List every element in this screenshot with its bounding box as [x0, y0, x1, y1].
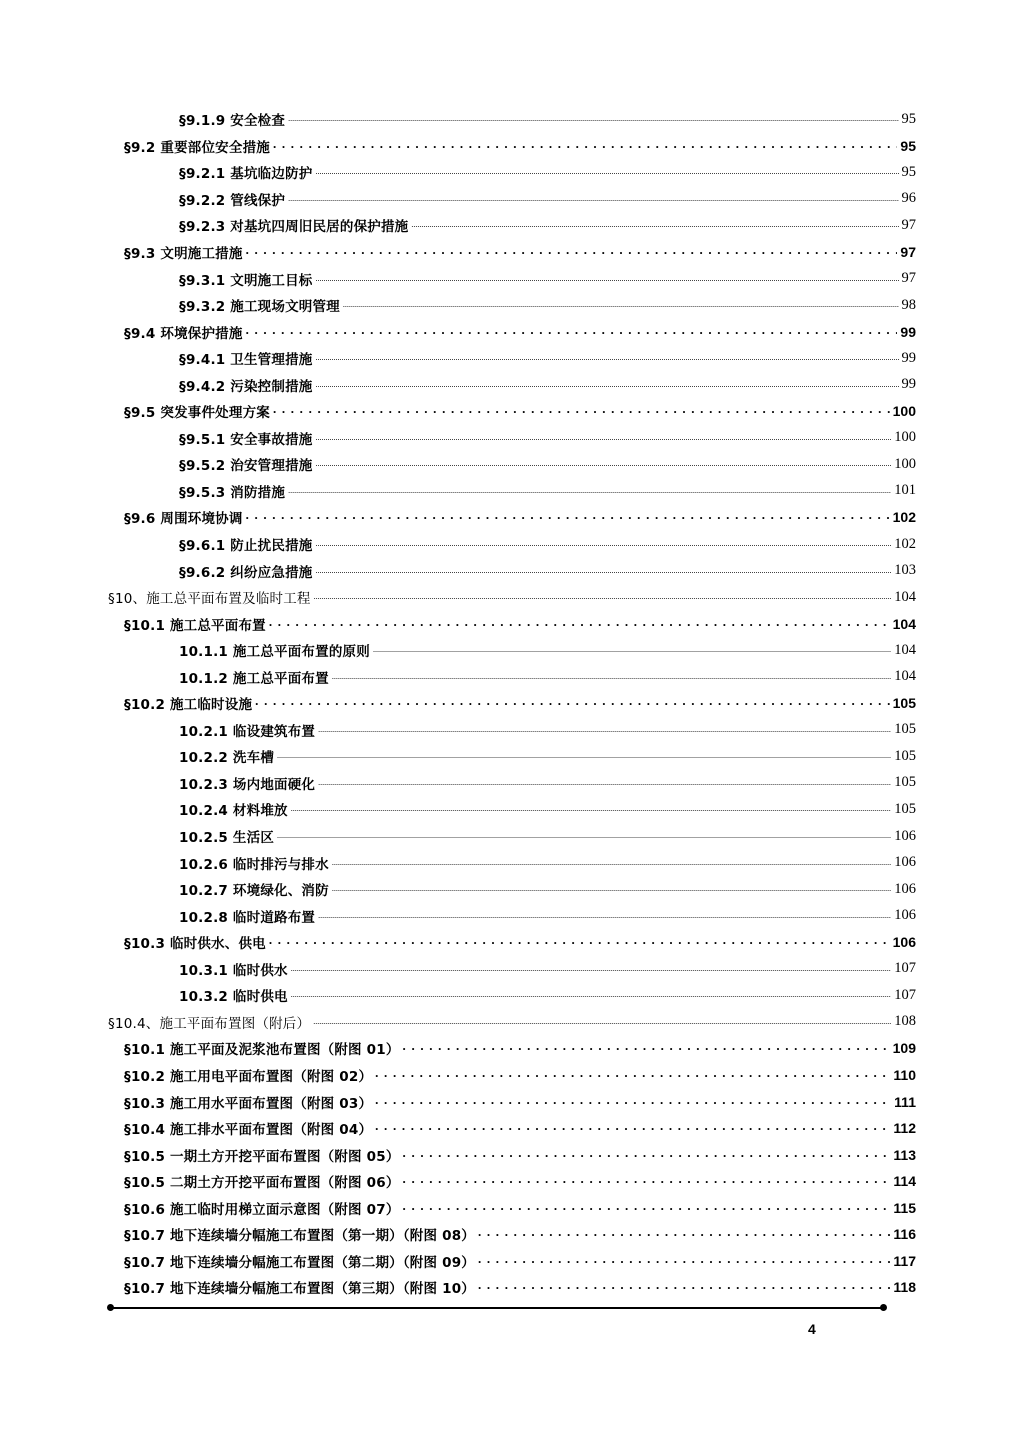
toc-entry[interactable]	[0, 929, 1012, 956]
toc-entry-page: 102	[894, 535, 916, 552]
toc-entry-title: §9.1.9 安全检查	[179, 113, 286, 130]
toc-entry-title: §10.5 一期土方开挖平面布置图（附图 05）	[124, 1148, 400, 1165]
toc-entry-page: 95	[901, 110, 916, 127]
toc-entry-title: §9.2 重要部位安全措施	[124, 139, 270, 156]
toc-entry-page: 105	[894, 774, 916, 791]
toc-entry-title: §10.7 地下连续墙分幅施工布置图（第一期）（附图 08）	[124, 1228, 475, 1245]
toc-entry[interactable]	[0, 637, 1012, 664]
toc-entry[interactable]	[0, 159, 1012, 186]
toc-entry-page: 106	[894, 907, 916, 924]
toc-entry-page: 99	[900, 323, 916, 340]
toc-entry-title: §9.3 文明施工措施	[124, 246, 243, 262]
toc-entry-page: 107	[894, 960, 916, 977]
toc-entry[interactable]	[0, 1168, 1012, 1195]
table-of-contents	[0, 106, 1012, 1301]
toc-entry-title: §10.3 施工用水平面布置图（附图 03）	[124, 1095, 373, 1112]
toc-dot-leader	[316, 431, 892, 445]
toc-entry-page: 96	[901, 190, 916, 207]
toc-entry-title: §10.2 施工用电平面布置图（附图 02）	[124, 1068, 373, 1085]
toc-dot-leader	[332, 670, 891, 684]
toc-dot-leader	[288, 484, 891, 498]
toc-entry-title: §10.5 二期土方开挖平面布置图（附图 06）	[124, 1175, 400, 1192]
toc-entry[interactable]	[0, 1035, 1012, 1062]
toc-entry[interactable]	[0, 504, 1012, 531]
toc-dot-leader	[246, 325, 898, 339]
toc-entry-title: 10.2.3 场内地面硬化	[179, 776, 316, 793]
toc-entry-page: 105	[892, 695, 916, 712]
toc-entry-page: 105	[894, 721, 916, 738]
toc-dot-leader	[343, 298, 899, 312]
toc-entry-page: 110	[893, 1066, 916, 1083]
toc-entry-page: 97	[900, 244, 916, 260]
toc-dot-leader	[318, 909, 891, 923]
toc-entry[interactable]	[0, 876, 1012, 903]
toc-dot-leader	[403, 1174, 891, 1188]
toc-entry-title: 10.2.5 生活区	[179, 830, 275, 847]
toc-dot-leader	[375, 1121, 890, 1135]
toc-entry-title: §9.5.1 安全事故措施	[179, 431, 313, 448]
toc-entry-title: §10.6 施工临时用梯立面示意图（附图 07）	[124, 1201, 400, 1218]
page-number: 4	[808, 1321, 816, 1337]
toc-dot-leader	[316, 165, 899, 179]
footer-rule-right-dot	[880, 1304, 887, 1311]
toc-entry[interactable]	[0, 1115, 1012, 1142]
toc-dot-leader	[403, 1148, 891, 1162]
toc-dot-leader	[246, 510, 890, 524]
toc-entry[interactable]	[0, 1009, 1012, 1036]
toc-dot-leader	[246, 245, 898, 259]
toc-entry-page: 95	[900, 137, 916, 154]
toc-dot-leader	[411, 218, 898, 232]
toc-entry-page: 106	[892, 934, 916, 951]
toc-entry-title: 10.2.1 临设建筑布置	[179, 723, 316, 740]
toc-dot-leader	[478, 1254, 890, 1268]
toc-entry[interactable]	[0, 743, 1012, 770]
toc-dot-leader	[403, 1201, 891, 1215]
toc-entry[interactable]	[0, 478, 1012, 505]
toc-entry-page: 104	[892, 615, 916, 632]
toc-entry[interactable]	[0, 318, 1012, 345]
toc-entry-page: 100	[894, 455, 916, 472]
toc-dot-leader	[375, 1095, 891, 1109]
toc-entry-page: 100	[892, 403, 916, 420]
toc-entry[interactable]	[0, 1141, 1012, 1168]
toc-entry-title: §10.4、施工平面布置图（附后）	[108, 1015, 311, 1032]
toc-dot-leader	[316, 272, 899, 286]
toc-dot-leader	[269, 617, 890, 631]
toc-entry[interactable]	[0, 186, 1012, 213]
toc-entry-page: 111	[894, 1093, 916, 1110]
toc-entry-page: 106	[894, 854, 916, 871]
toc-dot-leader	[291, 802, 892, 816]
toc-entry-page: 106	[894, 880, 916, 897]
toc-entry-title: §9.6.1 防止扰民措施	[179, 538, 313, 555]
toc-entry-title: §9.3.1 文明施工目标	[179, 272, 313, 289]
toc-entry[interactable]	[0, 557, 1012, 584]
toc-dot-leader	[316, 351, 899, 365]
toc-entry-title: §10.7 地下连续墙分幅施工布置图（第二期）（附图 09）	[124, 1254, 475, 1271]
toc-entry-title: §10.1 施工总平面布置	[124, 617, 266, 634]
toc-entry[interactable]	[0, 451, 1012, 478]
toc-entry-title: §9.4.2 污染控制措施	[179, 378, 313, 395]
toc-entry-page: 99	[901, 349, 916, 366]
toc-entry[interactable]	[0, 292, 1012, 319]
toc-entry-title: §9.4.1 卫生管理措施	[179, 352, 313, 369]
toc-dot-leader	[288, 112, 898, 126]
toc-entry[interactable]	[0, 345, 1012, 372]
toc-entry-title: §9.6 周围环境协调	[124, 511, 243, 528]
toc-entry[interactable]	[0, 531, 1012, 558]
toc-entry[interactable]	[0, 1088, 1012, 1115]
toc-entry-page: 118	[893, 1279, 916, 1296]
toc-entry-title: 10.2.7 环境绿化、消防	[179, 883, 329, 900]
toc-entry-page: 112	[893, 1120, 916, 1137]
toc-entry[interactable]	[0, 1274, 1012, 1301]
toc-entry-title: 10.2.4 材料堆放	[179, 803, 288, 820]
toc-entry-page: 97	[901, 216, 916, 233]
toc-entry[interactable]	[0, 690, 1012, 717]
toc-dot-leader	[478, 1227, 890, 1241]
toc-entry-page: 95	[901, 163, 916, 180]
toc-entry-page: 100	[894, 429, 916, 446]
toc-entry-title: §9.2.3 对基坑四周旧民居的保护措施	[179, 219, 409, 236]
toc-entry-title: §10.7 地下连续墙分幅施工布置图（第三期）（附图 10）	[124, 1281, 475, 1298]
toc-dot-leader	[318, 723, 891, 737]
toc-dot-leader	[313, 1015, 891, 1029]
toc-entry-title: §10.3 临时供水、供电	[124, 936, 266, 953]
toc-dot-leader	[316, 564, 892, 578]
toc-dot-leader	[373, 643, 891, 657]
toc-dot-leader	[316, 457, 892, 471]
toc-entry[interactable]	[0, 212, 1012, 239]
toc-entry-title: 10.2.6 临时排污与排水	[179, 856, 329, 873]
toc-entry-page: 109	[892, 1040, 916, 1057]
toc-entry[interactable]	[0, 398, 1012, 425]
toc-entry-page: 105	[894, 800, 916, 817]
toc-entry[interactable]	[0, 902, 1012, 929]
toc-entry-title: §9.5.3 消防措施	[179, 484, 286, 501]
toc-entry[interactable]	[0, 133, 1012, 160]
toc-entry-page: 98	[901, 296, 916, 313]
toc-entry-page: 116	[893, 1226, 916, 1243]
toc-dot-leader	[273, 139, 897, 153]
toc-entry-page: 103	[894, 562, 916, 579]
toc-dot-leader	[318, 776, 891, 790]
toc-dot-leader	[332, 856, 891, 870]
toc-dot-leader	[269, 935, 890, 949]
toc-entry-title: 10.1.1 施工总平面布置的原则	[179, 644, 370, 661]
toc-entry[interactable]	[0, 584, 1012, 611]
toc-entry-page: 114	[893, 1173, 916, 1190]
toc-entry-title: §9.5.2 治安管理措施	[179, 458, 313, 475]
toc-entry-title: §9.5 突发事件处理方案	[124, 405, 270, 422]
toc-entry[interactable]	[0, 610, 1012, 637]
toc-entry-title: §9.2.1 基坑临边防护	[179, 166, 313, 183]
toc-entry[interactable]	[0, 239, 1012, 266]
toc-dot-leader	[291, 962, 892, 976]
toc-entry[interactable]	[0, 1194, 1012, 1221]
toc-entry-page: 115	[893, 1199, 916, 1216]
toc-entry-page: 101	[894, 482, 916, 499]
toc-dot-leader	[332, 882, 891, 896]
toc-entry-title: 10.3.1 临时供水	[179, 962, 288, 979]
toc-dot-leader	[291, 988, 892, 1002]
toc-entry-page: 104	[894, 668, 916, 685]
toc-entry[interactable]	[0, 717, 1012, 744]
toc-entry[interactable]	[0, 265, 1012, 292]
toc-entry-page: 113	[893, 1146, 916, 1163]
toc-entry-title: §9.3.2 施工现场文明管理	[179, 299, 340, 316]
toc-entry-page: 102	[892, 509, 916, 526]
toc-entry[interactable]	[0, 823, 1012, 850]
toc-entry-page: 117	[893, 1252, 916, 1269]
toc-dot-leader	[277, 749, 891, 763]
toc-entry[interactable]	[0, 956, 1012, 983]
toc-entry-title: 10.2.8 临时道路布置	[179, 909, 316, 926]
toc-dot-leader	[273, 404, 890, 418]
toc-entry-title: §9.6.2 纠纷应急措施	[179, 564, 313, 581]
toc-entry-title: §10、施工总平面布置及临时工程	[108, 591, 311, 608]
footer-rule	[110, 1307, 883, 1309]
toc-entry[interactable]	[0, 770, 1012, 797]
toc-entry[interactable]	[0, 1221, 1012, 1248]
toc-entry-page: 104	[894, 588, 916, 605]
toc-entry[interactable]	[0, 663, 1012, 690]
toc-entry[interactable]	[0, 1062, 1012, 1089]
toc-entry-title: §10.1 施工平面及泥浆池布置图（附图 01）	[124, 1042, 400, 1059]
toc-entry-title: 10.3.2 临时供电	[179, 989, 288, 1006]
toc-entry[interactable]	[0, 849, 1012, 876]
toc-entry-page: 106	[894, 827, 916, 844]
toc-dot-leader	[375, 1068, 890, 1082]
toc-entry-page: 104	[894, 641, 916, 658]
toc-entry[interactable]	[0, 796, 1012, 823]
toc-entry-title: §10.2 施工临时设施	[124, 697, 253, 714]
toc-entry-title: §9.2.2 管线保护	[179, 192, 286, 209]
toc-entry-page: 107	[894, 986, 916, 1003]
toc-dot-leader	[314, 590, 892, 604]
toc-dot-leader	[255, 696, 889, 710]
toc-entry[interactable]	[0, 425, 1012, 452]
toc-entry[interactable]	[0, 1248, 1012, 1275]
toc-entry-title: §10.4 施工排水平面布置图（附图 04）	[124, 1122, 373, 1139]
toc-entry[interactable]	[0, 106, 1012, 133]
toc-entry-title: 10.1.2 施工总平面布置	[179, 670, 329, 687]
toc-dot-leader	[277, 829, 891, 843]
toc-entry-title: §9.4 环境保护措施	[124, 325, 243, 342]
toc-entry-page: 108	[894, 1013, 916, 1030]
toc-dot-leader	[316, 378, 899, 392]
toc-entry-page: 99	[901, 376, 916, 393]
toc-dot-leader	[288, 192, 898, 206]
toc-entry-page: 105	[894, 747, 916, 764]
toc-entry-page: 97	[901, 270, 916, 287]
toc-dot-leader	[316, 537, 892, 551]
toc-entry[interactable]	[0, 982, 1012, 1009]
toc-dot-leader	[403, 1041, 890, 1055]
toc-entry-title: 10.2.2 洗车槽	[179, 750, 275, 767]
toc-entry[interactable]	[0, 371, 1012, 398]
toc-dot-leader	[478, 1280, 890, 1294]
